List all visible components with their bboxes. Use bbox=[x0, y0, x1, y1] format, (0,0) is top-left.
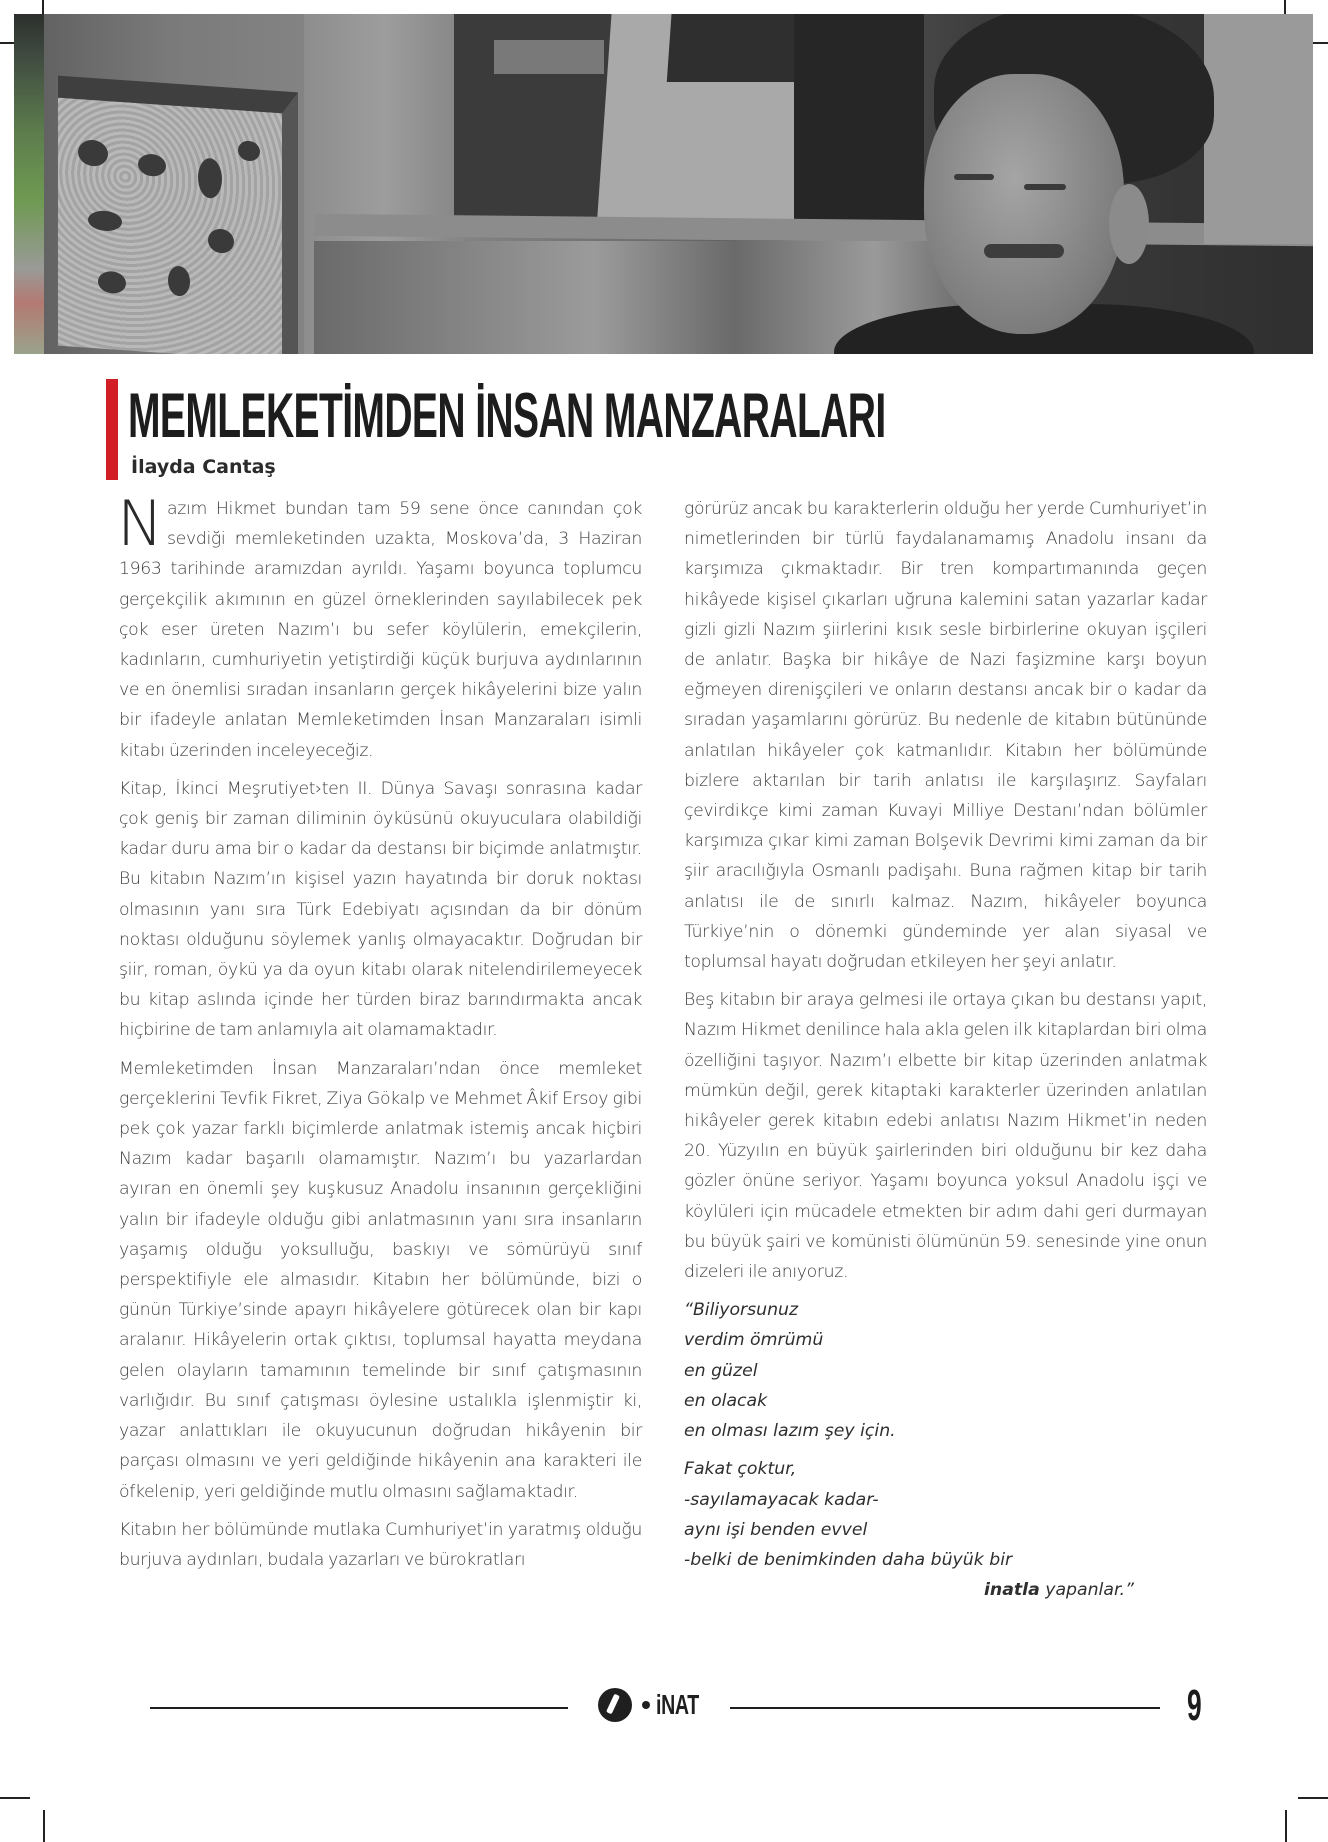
crop-mark-bottom-right-vertical bbox=[1285, 1810, 1287, 1842]
footer-rule-right bbox=[730, 1707, 1160, 1709]
poem-stanza-2 bbox=[684, 1454, 1207, 1605]
article-title: MEMLEKETİMDEN İNSAN MANZARALARI bbox=[128, 381, 886, 451]
photo-left-strip bbox=[14, 14, 44, 354]
crop-mark-bottom-left-horizontal bbox=[0, 1797, 30, 1799]
poem-line: -sayılamayacak kadar- bbox=[684, 1489, 879, 1510]
logo-dot-icon bbox=[642, 1701, 650, 1709]
crop-mark-bottom-right-horizontal bbox=[1298, 1797, 1328, 1799]
brand-name: iNAT bbox=[656, 1689, 699, 1720]
paragraph-3: Memleketimden İnsan Manzaraları’ndan önce memleket gerçeklerini Tevfik Fikret, Ziya Gökalp ve Mehmet Âkif Ersoy gibi pek çok yazar farklı biçimlerde anlatmak istemiş ancak hiçbiri Nazım kadar başarılı olamamıştır. Nazım’ı bu yazarlardan ayıran en önemli şey kuşkusuz Anadolu insanının gerçekliğini yalın bir ifadeyle olduğu gibi anlatmasının yanı sıra insanların yaşamış olduğu yoksulluğu, baskıyı ve sömürüyü sınıf perspektifiyle ele almasıdır. Kitabın her bölümünde, bizi o günün Türkiye’sinde apayrı hikâyelere götürecek olan bir kapı aralanır. Hikâyelerin ortak çıktısı, toplumsal hayatta meydana gelen olayların tamamının temelinde bir sınıf çatışmasının varlığıdır. Bu sınıf çatışması öylesine ustalıkla işlenmiştir ki, yazar anlattıkları ile okuyucunun doğrudan hikâyenin bir parçası olmasını ve yeri geldiğinde hikâyenin ana karakteri ile öfkelenip, yeri geldiğinde mutlu olmasını sağlamaktadır. bbox=[119, 1058, 642, 1502]
poem-line: -belki de benimkinden daha büyük bir bbox=[684, 1549, 1013, 1570]
photo-display-case bbox=[58, 76, 298, 354]
poem-quote bbox=[684, 1295, 1207, 1605]
paragraph-4: Kitabın her bölümünde mutlaka Cumhuriyet’in yaratmış olduğu burjuva aydınları, budala yazarları ve bürokratları bbox=[119, 1519, 642, 1570]
inat-logo-icon bbox=[598, 1688, 632, 1722]
poem-line: verdim ömrümü bbox=[684, 1330, 824, 1351]
photo-poster bbox=[1204, 14, 1313, 244]
poem-line: aynı işi benden evvel bbox=[684, 1519, 868, 1540]
article-column-right bbox=[684, 494, 1207, 1613]
paragraph-1: Nazım Hikmet bundan tam 59 sene önce canından çok sevdiği memleketinden uzakta, Moskova’da, 3 Haziran 1963 tarihinde aramızdan ayrıldı. Yaşamı boyunca toplumcu gerçekçilik akımının en güzel örneklerinden sayılabilecek pek çok eser üreten Nazım’ı bu sefer köylülerin, emekçilerin, kadınların, cumhuriyetin yetiştirdiği küçük burjuva aydınlarının ve en önemlisi sıradan insanların gerçek hikâyelerini bize yalın bir ifadeyle anlatan Memleketimden İnsan Manzaraları isimli kitabı üzerinden inceleyeceğiz. bbox=[117, 487, 642, 761]
drop-cap: N bbox=[117, 487, 164, 560]
poem-line: en güzel bbox=[684, 1360, 758, 1381]
footer-brand bbox=[598, 1688, 717, 1722]
poem-last-line: inatla yapanlar.” bbox=[984, 1580, 1134, 1601]
poem-line: Fakat çoktur, bbox=[684, 1459, 797, 1480]
paragraph-6: Beş kitabın bir araya gelmesi ile ortaya çıkan bu destansı yapıt, Nazım Hikmet denilince hala akla gelen ilk kitaplardan biri olma özelliğini taşıyor. Nazım’ı elbette bir kitap üzerinden anlatmak mümkün değil, gerek kitaptaki karakterler üzerinden anlatılan hikâyeler gerek kitabın edebi anlatısı Nazım Hikmet’in neden 20. Yüzyılın en büyük şairlerinden biri olduğunu bir kez daha gözler önüne seriyor. Yaşamı boyunca yoksul Anadolu işçi ve köylüleri için mücadele etmekten bir adım dahi geri durmayan bu büyük şairi ve komünisti ölümünün 59. senesinde yine onun dizeleri ile anıyoruz. bbox=[684, 990, 1207, 1283]
paragraph-2: Kitap, İkinci Meşrutiyet›ten II. Dünya Savaşı sonrasına kadar çok geniş bir zaman diliminin öyküsünü okuyuculara olabildiği kadar duru ama bir o kadar da destansı bir biçimde anlatmıştır. Bu kitabın Nazım’ın kişisel yazın hayatında bir doruk noktası olmasının yanı sıra Türk Edebiyatı açısından da bir dönüm noktası olduğunu söylemek yanlış olmayacaktır. Doğrudan bir şiir, roman, öykü ya da oyun kitabı olarak nitelendirilemeyecek bu kitap aslında içinde her türden biraz barındırmakta ancak hiçbirine de tam anlamıyla ait olamamaktadır. bbox=[119, 778, 642, 1041]
crop-mark-bottom-left-vertical bbox=[43, 1810, 45, 1842]
poem-line: en olacak bbox=[684, 1390, 768, 1411]
poem-line: “Biliyorsunuz bbox=[684, 1300, 799, 1321]
article-author: İlayda Cantaş bbox=[131, 456, 276, 478]
photo-portrait-person bbox=[874, 14, 1214, 354]
poem-bold-word: inatla bbox=[984, 1580, 1040, 1601]
title-accent-bar bbox=[106, 379, 118, 480]
poem-stanza-1 bbox=[684, 1295, 1207, 1446]
poem-line: en olması lazım şey için. bbox=[684, 1421, 896, 1442]
article-column-left bbox=[117, 487, 642, 1583]
photo-paper-page bbox=[596, 14, 821, 229]
page-number: 9 bbox=[1187, 1681, 1202, 1730]
footer-rule-left bbox=[150, 1707, 568, 1709]
hero-photo bbox=[14, 14, 1313, 354]
paragraph-5: görürüz ancak bu karakterlerin olduğu her yerde Cumhuriyet’in nimetlerinden bir türlü faydalanamamış Anadolu insanı da karşımıza çıkmaktadır. Bir tren kompartımanında geçen hikâyede kişisel çıkarları uğruna kalemini satan yazarlar kadar gizli gizli Nazım şiirlerini kısık sesle birbirlerine okuyan işçileri de anlatır. Başka bir hikâye de Nazi faşizmine karşı boyun eğmeyen direnişçileri ve onların destansı ancak bir o kadar da sıradan yaşamlarını görürüz. Bu nedenle de kitabın bütününde anlatılan hikâyeler çok katmanlıdır. Kitabın her bölümünde bizlere aktarılan bir tarih anlatısı ile karşılaşırız. Sayfaları çevirdikçe kimi zaman Kuvayi Milliye Destanı’ndan bölümler karşımıza çıkar kimi zaman Bolşevik Devrimi kimi zaman da bir şiir aracılığıyla Osmanlı padişahı. Buna rağmen kitap bir tarih anlatısı ile de sınırlı kalmaz. Nazım, hikâyeler boyunca Türkiye’nin o dönemki gündeminde yer alan siyasal ve toplumsal hayatı doğrudan etkileyen her şeyi anlatır. bbox=[684, 499, 1207, 973]
